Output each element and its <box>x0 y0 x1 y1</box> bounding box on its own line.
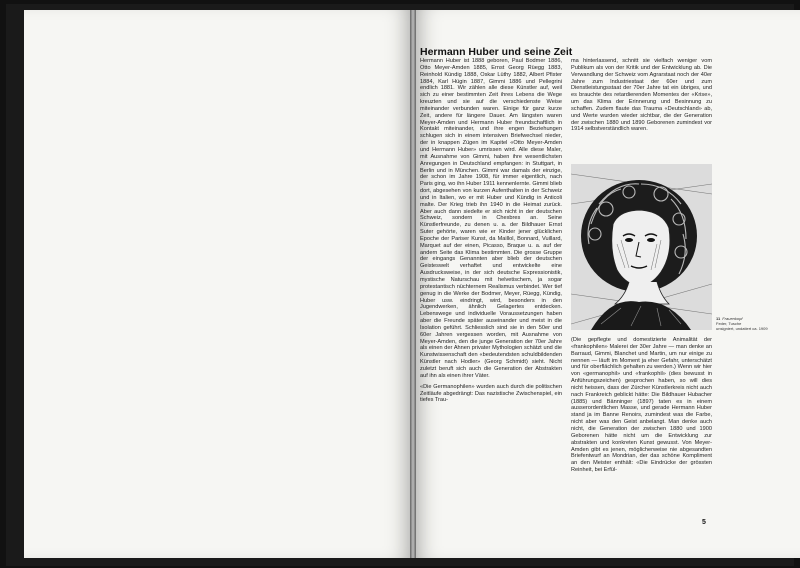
text-column-right-bottom <box>571 337 712 474</box>
text-column-right-top <box>571 58 712 133</box>
page-number: 5 <box>702 519 706 526</box>
paragraph: (Die gepflegte und domestizierte Animalität der «frankophilen» Malerei der 30er Jahre — man denke an Barraud, Gimmi, Blanchet und Martin, um nur einige zu nennen — läuft im Moment ja eher Gefahr, unterschätzt und für oberflächlich gehalten zu werden.) Wenn wir hier von «germanophil» und «frankophil» (dies bewusst in Anführungszeichen) gesprochen haben, so will dies nicht heissen, dass der Zürcher Künstlerkreis nicht auch nach Frankreich geblickt hätte: Die Bildhauer Hubacher (1885) und Bänninger (1897) taten es in einem ausserordentlichen Masse, und gerade Hermann Huber stand ja im Banne Renoirs, zumindest was die Farbe, nicht aber was den Geist anbelangt. Man denke auch nicht, die Generation der zwischen 1880 und 1900 Geborenen hätte nicht um die Entwicklung zur abstrakten und konkreten Kunst gewusst. Von Meyer-Amden gibt es jenen, möglicherweise nie abgesandten Briefentwurf an Mondrian, der das schöne Kompliment an den Meister enthält: «Die Eindrücke der grössten Reinheit, bei Erfül- <box>571 337 712 474</box>
paragraph: Hermann Huber ist 1888 geboren, Paul Bodmer 1886, Otto Meyer-Amden 1885, Ernst Georg Rüegg 1883, Reinhold Kündig 1888, Oskar Lüthy 1882, Albert Pfister 1884, Karl Hügin 1887, Gimmi 1886 und Pellegrini endlich 1881. Wir zählen alle diese Künstler auf, weil sich zu einer bestimmten Zeit ihres Lebens die Wege kreuzten und sie auf die verschiedenste Weise miteinander verbunden waren. Einige für ganz kurze Zeit, andere für längere Dauer. Am längsten waren Meyer-Amden und Hermann Huber freundschaftlich in Kontakt miteinander, und ihre engen Beziehungen schlugen sich in einem intensiven Briefwechsel nieder, der in knappen Zügen im Kapitel «Otto Meyer-Amden und Hermann Huber» umrissen wird. Alle diese Maler, mit Ausnahme von Gimmi, haben ihre wesentlichsten Anregungen in Deutschland empfangen: in Stuttgart, in Berlin und in München. Gimmi war damals der einzige, der schon im Jahre 1908, für immer eigentlich, nach Paris ging, wo ihn Huber 1911 kennenlernte. Gimmi blieb dort, abgesehen von kurzen Aufenthalten in der Schweiz und in Italien, wo er mit Huber und Kündig in Anticoli malte. Der Krieg trieb ihn 1940 in die Heimat zurück. Aber auch dann siedelte er sich nicht in der deutschen Schweiz, sondern in Chexbres an. Seine Künstlerfreunde, zu denen u. a. der Bildhauer Ernst Suter gehörte, waren wie er Kinder jener glücklichen Epoche der Pariser Kunst, da Maillol, Bonnard, Vuillard, Marquet auf der einen, Picasso, Braque u. a. auf der andern Seite das Klima bestimmten. Die grosse Gruppe der eingangs Genannten aber blieb der deutschen Geisteswelt verhaftet und entwickelte eine Ausdrucksweise, in der sich deutsche Expressionistik, mystische Naturschau mit helvetischem, ja sogar protestantisch nüchternem Realismus verbindet. Wer tief genug in die Werke der Bodmer, Meyer, Rüegg, Kündig, Huber usw. eindringt, wird, besonders in den Jugendwerken, ähnlich Gelagertes entdecken. Lebenswege und individuelle Voraussetzungen haben aber die Freunde später auseinander und meist in die Isolation geführt. Schliesslich sind sie in den 50er und 60er Jahren vergessen worden, mit Ausnahme von Meyer-Amden, den die junge Generation der 70er Jahre als einen der Ahnen privater Mythologien schätzt und die Kunstwissenschaft den «bedeutendsten schuldbildenden Künstler nach Hodler» (Georg Schmidt) sieht. Nicht zuletzt beruft sich auch die Generation der Abstrakten auf ihn als einen ihrer Väter. <box>420 58 562 379</box>
caption-date: unsigniert, undatiert ca. 1909 <box>716 326 768 331</box>
figure-number: 11 <box>716 316 721 321</box>
caption-technique: Feder, Tusche <box>716 321 742 326</box>
paragraph: ma hinterlassend, schnitt sie vielfach weniger vom Publikum als von der Kritik und der Entwicklung ab. Die Verwandlung der Schweiz vom Agrarstaat noch der 40er Jahre zum Industriestaat der 60er und zum Dienstleistungsstaat der 70er Jahre tat ein übriges, und es brauchte des retardierenden Momentes der «Krise», um das Klima der Erinnerung und Besinnung zu schaffen. Zudem flaute das Trauma «Deutschland» ab, und Werte wurden wieder sichtbar, die der Generation der zwischen 1880 und 1890 Geborenen zumindest vor 1914 selbstverständlich waren. <box>571 58 712 133</box>
text-column-left <box>420 58 562 404</box>
blank-left-page <box>24 10 412 558</box>
caption-title: Frauenkopf <box>722 316 743 321</box>
article-title: Hermann Huber und seine Zeit <box>420 46 573 58</box>
paragraph: «Die Germanophilen» wurden auch durch die politischen Zeitläufe abgedrängt: Das nazistische Zwischenspiel, ein tiefes Trau- <box>420 383 562 404</box>
illustration-womans-head <box>571 164 712 330</box>
book-gutter <box>410 10 416 558</box>
ink-drawing-image <box>571 164 712 330</box>
figure-caption <box>716 316 786 331</box>
